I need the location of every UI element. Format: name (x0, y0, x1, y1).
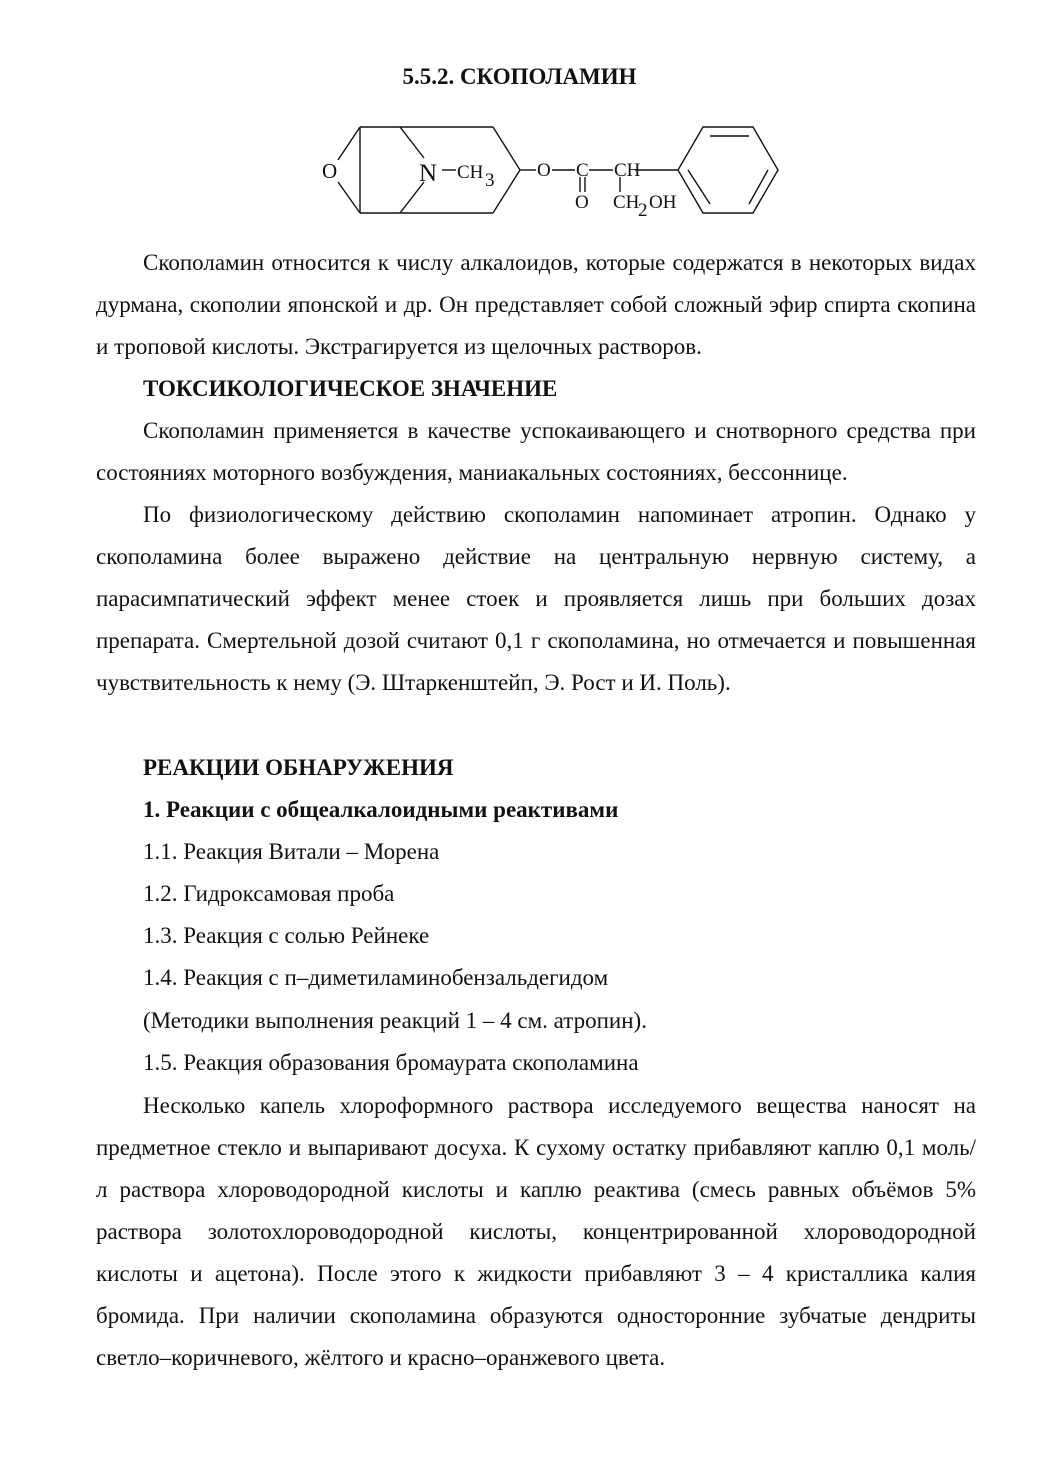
hydroxyl-label: OH (649, 192, 677, 213)
ch2-subscript: 2 (638, 200, 648, 221)
list-item: 1.3. Реакция с солью Рейнеке (143, 923, 430, 948)
methyl-subscript: 3 (485, 170, 495, 191)
methyl-label: CH (457, 162, 484, 183)
nitrogen-label: N (419, 160, 438, 187)
list-item: 1.5. Реакция образования бромаурата скополамина (143, 1050, 639, 1075)
list-item: 1.4. Реакция с п–диметиламинобензальдегидом (143, 965, 609, 990)
list-item: 1.1. Реакция Витали – Морена (143, 839, 440, 864)
scopolamine-structure (300, 110, 800, 235)
ch2-label: CH (613, 192, 640, 213)
intro-paragraph: Скополамин относится к числу алкалоидов, которые содержатся в некоторых видах дурмана, скополии японской и др. Он представляет собой сложный эфир спирта скопина и троповой кислоты. Экстрагируется из щелочных растворов. (96, 250, 976, 359)
reactions-heading: РЕАКЦИИ ОБНАРУЖЕНИЯ (143, 755, 454, 780)
carbonyl-carbon-label: C (576, 160, 589, 181)
tox-heading: ТОКСИКОЛОГИЧЕСКОЕ ЗНАЧЕНИЕ (143, 376, 558, 401)
ring-oxygen-label: O (322, 159, 338, 183)
tox-paragraph-2: По физиологическому действию скополамин напоминает атропин. Однако у скополамина более выражено действие на центральную нервную систему, а парасимпатический эффект менее стоек и проявляется лишь при больших дозах препарата. Смертельной дозой считают 0,1 г скополамина, но отмечается и повышенная чувствительность к нему (Э. Штаркенштейп, Э. Рост и И. Поль). (96, 502, 976, 695)
list-item: 1.2. Гидроксамовая проба (143, 881, 395, 906)
ch-label: CH (614, 160, 641, 181)
list-item: (Методики выполнения реакций 1 – 4 см. атропин). (143, 1008, 647, 1033)
ester-oxygen-label: O (537, 160, 551, 181)
carbonyl-oxygen-label: O (575, 192, 589, 213)
tox-paragraph-1: Скополамин применяется в качестве успокаивающего и снотворного средства при состояниях моторного возбуждения, маниакальных состояниях, бессоннице. (96, 418, 976, 485)
reactions-subheading: 1. Реакции с общеалкалоидными реактивами (143, 797, 619, 822)
method-paragraph: Несколько капель хлороформного раствора исследуемого вещества наносят на предметное стекло и выпаривают досуха. К сухому остатку прибавляют каплю 0,1 моль/л раствора хлороводородной кислоты и каплю реактива (смесь равных объёмов 5% раствора золотохлороводородной кислоты, концентрированной хлороводородной кислоты и ацетона). После этого к жидкости прибавляют 3 – 4 кристаллика калия бромида. При наличии скополамина образуются односторонние зубчатые дендриты светло–коричневого, жёлтого и красно–оранжевого цвета. (96, 1093, 976, 1370)
section-title: 5.5.2. СКОПОЛАМИН (402, 64, 637, 89)
